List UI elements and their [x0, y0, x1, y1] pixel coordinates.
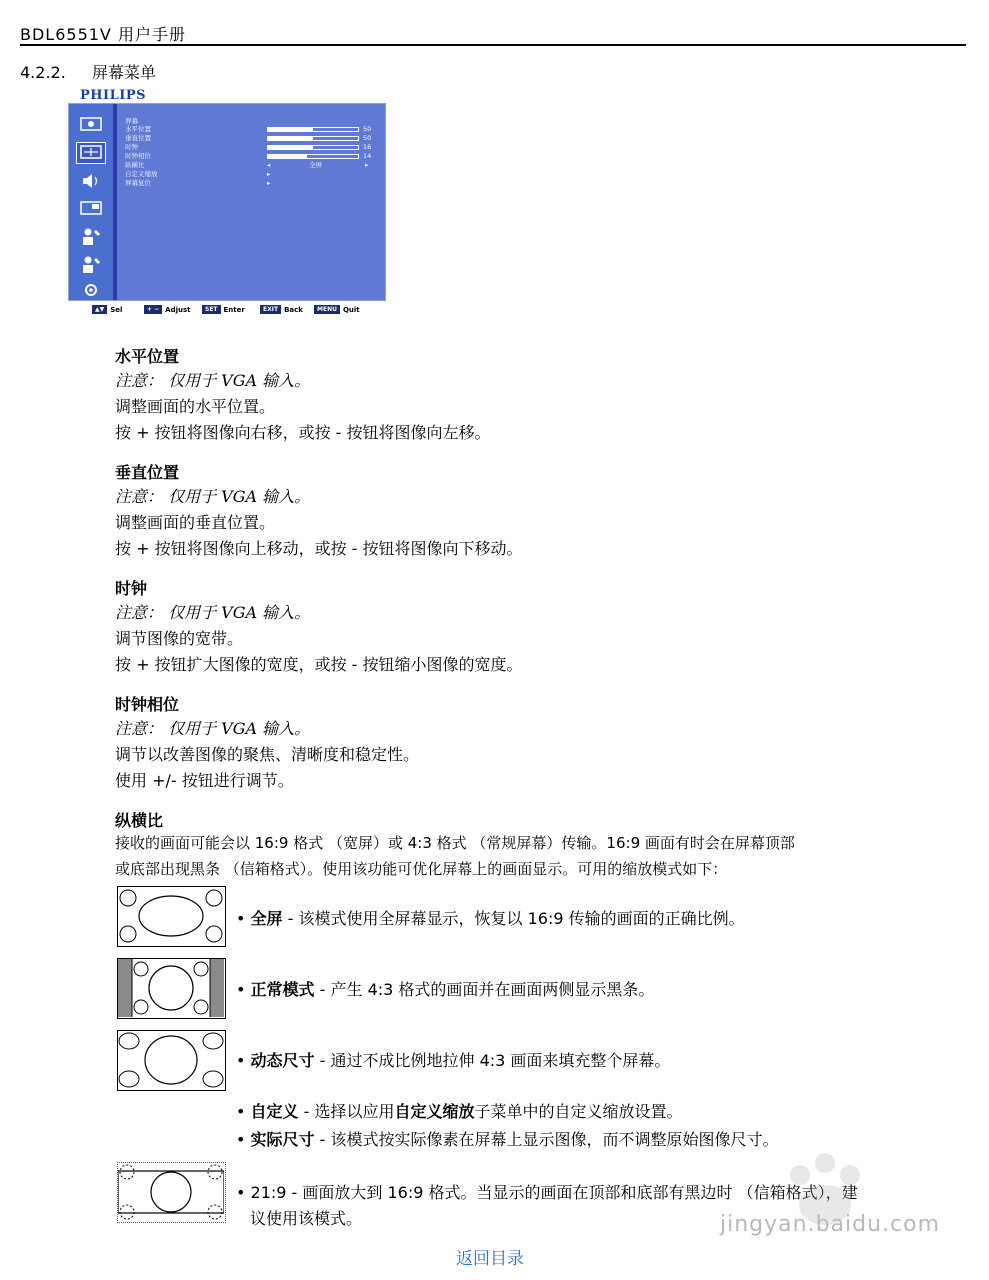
osd-row-vpos[interactable]: 垂直位置 50	[125, 134, 372, 142]
picture-icon	[76, 114, 106, 136]
clock-line2: 按 + 按钮扩大图像的宽度，或按 - 按钮缩小图像的宽度。	[115, 655, 523, 674]
vpos-line1: 调整画面的垂直位置。	[115, 513, 276, 532]
section-title: 屏幕菜单	[92, 63, 157, 82]
cinema-mode-diagram	[117, 1162, 226, 1223]
osd-screenshot	[68, 88, 386, 320]
aspect-line2: 或底部出现黑条 （信箱格式）。使用该功能可优化屏幕上的画面显示。可用的缩放模式如下：	[115, 860, 728, 878]
osd-row-screen-reset[interactable]: 屏幕复位 ▸	[125, 179, 271, 187]
osd-slider[interactable]	[267, 136, 359, 141]
back-to-toc-link[interactable]: 返回目录	[456, 1249, 524, 1269]
phase-note: 注意： 仅用于 VGA 输入。	[115, 719, 311, 738]
osd-row-phase[interactable]: 时钟相位 14	[125, 152, 372, 160]
key-enter: SET Enter	[202, 305, 245, 314]
mode-219-line2: 议使用该模式。	[250, 1209, 363, 1228]
osd-row-aspect[interactable]: 纵横比 ◂ 全屏 ▸	[125, 161, 369, 169]
section-heading	[20, 60, 156, 83]
aspect-title: 纵横比	[115, 811, 164, 830]
osd-sidebar	[69, 104, 113, 300]
advanced-icon	[76, 279, 106, 301]
hpos-title: 水平位置	[115, 347, 180, 366]
mode-custom: • 自定义 - 选择以应用自定义缩放子菜单中的自定义缩放设置。	[236, 1102, 683, 1121]
pip-icon	[76, 198, 106, 220]
philips-logo: PHILIPS	[80, 88, 147, 103]
submenu-arrow-icon: ▸	[267, 170, 271, 178]
section-number: 4.2.2.	[20, 63, 66, 82]
mode-real: • 实际尺寸 - 该模式按实际像素在屏幕上显示图像，而不调整原始图像尺寸。	[236, 1130, 779, 1149]
key-back: EXIT Back	[260, 305, 303, 314]
page-header	[20, 20, 966, 46]
key-sel: ▲▼ Sel	[92, 305, 122, 314]
dynamic-mode-diagram	[117, 1030, 226, 1091]
osd-footer	[92, 305, 392, 317]
mode-full: • 全屏 - 该模式使用全屏幕显示，恢复以 16:9 传输的画面的正确比例。	[236, 909, 745, 928]
key-adjust: + − Adjust	[144, 305, 190, 314]
watermark-text: jingyan.baidu.com	[720, 1212, 941, 1237]
osd-row-custom-zoom[interactable]: 自定义缩放 ▸	[125, 170, 271, 178]
osd-row-clock[interactable]: 时钟 16	[125, 143, 372, 151]
config1-icon	[76, 226, 106, 248]
mode-dynamic: • 动态尺寸 - 通过不成比例地拉伸 4:3 画面来填充整个屏幕。	[236, 1051, 671, 1070]
phase-line1: 调节以改善图像的聚焦、清晰度和稳定性。	[115, 745, 420, 764]
osd-slider[interactable]	[267, 145, 359, 150]
phase-line2: 使用 +/- 按钮进行调节。	[115, 771, 294, 790]
mode-normal: • 正常模式 - 产生 4:3 格式的画面并在画面两侧显示黑条。	[236, 980, 655, 999]
arrow-left-icon[interactable]: ◂	[267, 161, 271, 169]
mode-219: • 21:9 - 画面放大到 16:9 格式。当显示的画面在顶部和底部有黑边时 （信箱格式），建	[236, 1183, 858, 1202]
osd-slider[interactable]	[267, 127, 359, 132]
hpos-line1: 调整画面的水平位置。	[115, 397, 276, 416]
clock-note: 注意： 仅用于 VGA 输入。	[115, 603, 311, 622]
aspect-line1: 接收的画面可能会以 16:9 格式 （宽屏）或 4:3 格式 （常规屏幕）传输。16:9 画面有时会在屏幕顶部	[115, 834, 795, 852]
vpos-note: 注意： 仅用于 VGA 输入。	[115, 487, 311, 506]
full-mode-diagram	[117, 886, 226, 947]
audio-icon	[76, 170, 106, 192]
screen-icon	[76, 142, 106, 164]
key-quit: MENU Quit	[314, 305, 360, 314]
submenu-arrow-icon: ▸	[267, 179, 271, 187]
hpos-line2: 按 + 按钮将图像向右移，或按 - 按钮将图像向左移。	[115, 423, 491, 442]
clock-line1: 调节图像的宽带。	[115, 629, 244, 648]
config2-icon	[76, 254, 106, 276]
osd-panel	[68, 103, 386, 301]
baidu-watermark-icon	[700, 1145, 960, 1255]
osd-menu	[117, 104, 385, 300]
osd-slider[interactable]	[267, 154, 359, 159]
hpos-note: 注意： 仅用于 VGA 输入。	[115, 371, 311, 390]
vpos-line2: 按 + 按钮将图像向上移动，或按 - 按钮将图像向下移动。	[115, 539, 523, 558]
phase-title: 时钟相位	[115, 695, 180, 714]
vpos-title: 垂直位置	[115, 463, 180, 482]
osd-menu-title: 屏幕	[125, 117, 138, 125]
osd-row-hpos[interactable]: 水平位置 50	[125, 125, 372, 133]
header-title: BDL6551V 用户手册	[20, 25, 186, 44]
arrow-right-icon[interactable]: ▸	[365, 161, 369, 169]
clock-title: 时钟	[115, 579, 148, 598]
normal-mode-diagram	[117, 958, 226, 1019]
